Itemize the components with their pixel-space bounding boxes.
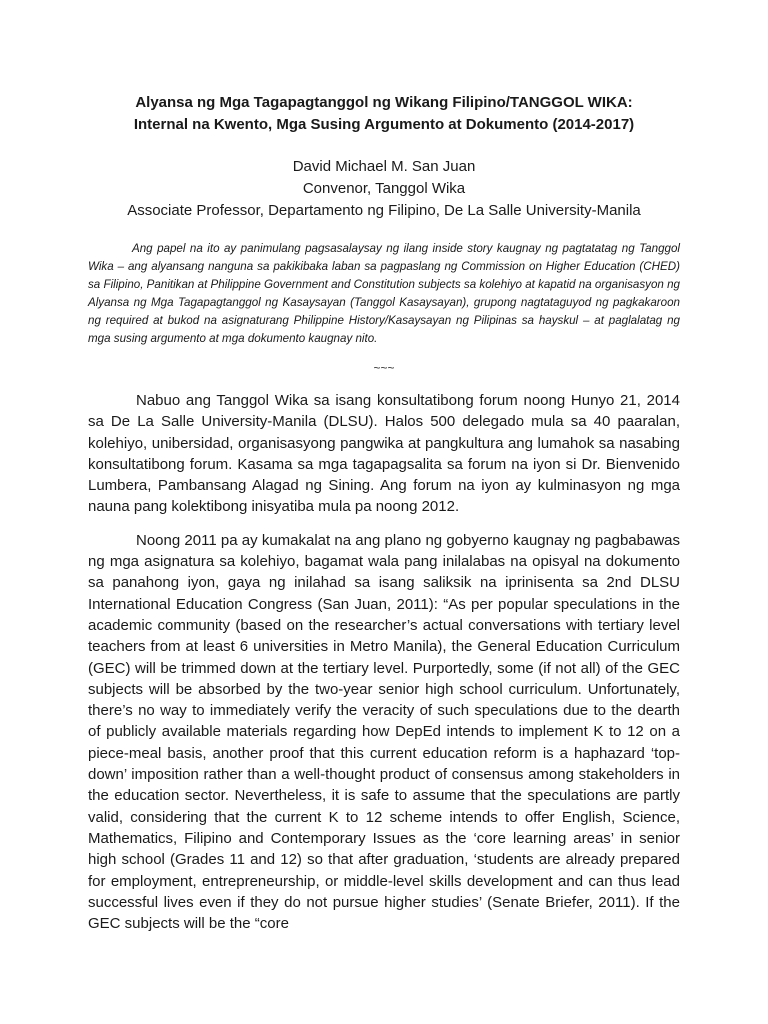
document-title — [88, 92, 680, 136]
author-affiliation: Associate Professor, Departamento ng Filipino, De La Salle University-Manila — [127, 202, 641, 219]
author-block — [88, 156, 680, 222]
author-role: Convenor, Tanggol Wika — [302, 180, 466, 197]
title-line-2: Internal na Kwento, Mga Susing Argumento at Dokumento (2014-2017) — [133, 116, 635, 133]
body-paragraph-2: Noong 2011 pa ay kumakalat na ang plano ng gobyerno kaugnay ng pagbabawas ng mga asignatura sa kolehiyo, bagamat wala pang inilalabas na opisyal na dokumento sa panahong iyon, gaya ng inilahad sa isang saliksik na iprinisenta sa 2nd DLSU International Education Congress (San Juan, 2011): “As per popular speculations in the academic community (based on the researcher’s actual conversations with tertiary level teachers from at least 6 universities in Metro Manila), the General Education Curriculum (GEC) will be trimmed down at the tertiary level. Purportedly, some (if not all) of the GEC subjects will be absorbed by the two-year senior high school curriculum. Unfortunately, there’s no way to immediately verify the veracity of such speculations due to the dearth of publicly available materials regarding how DepEd intends to implement K to 12 on a piece-meal basis, another proof that this current education reform is a haphazard ‘top-down’ imposition rather than a well-thought product of consensus among stakeholders in the education sector. Nevertheless, it is safe to assume that the speculations are partly valid, considering that the current K to 12 scheme intends to offer English, Science, Mathematics, Filipino and Contemporary Issues as the ‘core learning areas’ in senior high school (Grades 11 and 12) so that after graduation, ‘students are already prepared for employment, entrepreneurship, or middle-level skills development and can thus lead successful lives even if they do not pursue higher studies’ (Senate Briefer, 2011). If the GEC subjects will be the “core — [88, 531, 680, 933]
abstract: Ang papel na ito ay panimulang pagsasalaysay ng ilang inside story kaugnay ng pagtatatag ng Tanggol Wika – ang alyansang nanguna sa pakikibaka laban sa pagpaslang ng Commission on Higher Education (CHED) sa Filipino, Panitikan at Philippine Government and Constitution subjects sa kolehiyo at kapatid na organisasyon ng Alyansa ng Mga Tagapagtanggol ng Kasaysayan (Tanggol Kasaysayan), grupong nagtataguyod ng pagkakaroon ng required at bukod na asignaturang Philippine History/Kasaysayan ng Pilipinas sa hayskul – at paglalatag ng mga susing argumento at mga dokumento kaugnay nito. — [88, 242, 680, 345]
title-line-1: Alyansa ng Mga Tagapagtanggol ng Wikang Filipino/TANGGOL WIKA: — [135, 94, 633, 111]
author-name: David Michael M. San Juan — [292, 158, 476, 175]
body-paragraph-1: Nabuo ang Tanggol Wika sa isang konsultatibong forum noong Hunyo 21, 2014 sa De La Salle University-Manila (DLSU). Halos 500 delegado mula sa 40 paaralan, kolehiyo, unibersidad, organisasyong pangwika at pangkultura ang lumahok sa nasabing konsultatibong forum. Kasama sa mga tagapagsalita sa forum na iyon si Dr. Bienvenido Lumbera, Pambansang Alagad ng Sining. Ang forum na iyon ay kulminasyon ng mga nauna pang kolektibong inisyatiba mula pa noong 2012. — [88, 392, 680, 516]
section-divider: ~~~ — [373, 361, 395, 375]
